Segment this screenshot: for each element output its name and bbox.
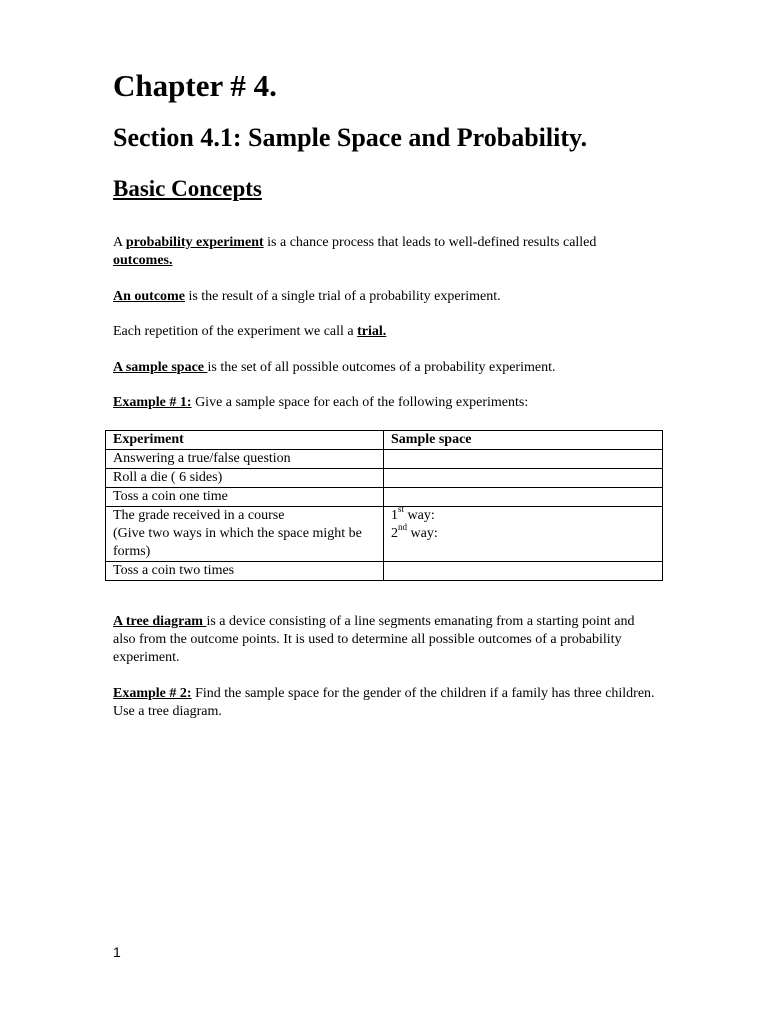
table-row bbox=[106, 469, 663, 488]
experiment-cell: Toss a coin one time bbox=[106, 488, 384, 507]
term-probability-experiment: probability experiment bbox=[125, 235, 264, 250]
grade-row-note: (Give two ways in which the space might be forms) bbox=[113, 526, 362, 559]
example-1-label: Example # 1: bbox=[113, 395, 192, 410]
way-1 bbox=[391, 504, 435, 523]
experiment-cell: Roll a die ( 6 sides) bbox=[106, 469, 384, 488]
way-2 bbox=[391, 522, 438, 541]
example-2-text: Find the sample space for the gender of the children if a family has three children. Use a tree diagram. bbox=[113, 686, 655, 719]
sample-space-cell bbox=[384, 450, 663, 469]
sample-space-cell bbox=[384, 469, 663, 488]
table-row bbox=[106, 507, 663, 562]
definition-text: is the set of all possible outcomes of a probability experiment. bbox=[207, 360, 556, 375]
table-row bbox=[106, 488, 663, 507]
probability-experiment-definition bbox=[113, 234, 658, 270]
table-row bbox=[106, 450, 663, 469]
experiment-cell: Answering a true/false question bbox=[106, 450, 384, 469]
sample-space-cell bbox=[384, 488, 663, 507]
subsection-title: Basic Concepts bbox=[113, 176, 262, 201]
outcome-definition bbox=[113, 288, 658, 306]
way-1-label: way: bbox=[404, 508, 435, 523]
column-header-experiment: Experiment bbox=[106, 431, 384, 450]
grade-row-text: The grade received in a course bbox=[113, 508, 285, 523]
table-header-row bbox=[106, 431, 663, 450]
example-2 bbox=[113, 685, 658, 721]
tree-diagram-definition bbox=[113, 613, 658, 667]
experiment-cell: Toss a coin two times bbox=[106, 562, 384, 581]
way-2-suffix: nd bbox=[398, 522, 407, 533]
sample-space-cell bbox=[384, 504, 663, 562]
column-header-sample-space: Sample space bbox=[384, 431, 663, 450]
experiment-table bbox=[105, 430, 663, 581]
term-sample-space: A sample space bbox=[113, 360, 208, 375]
experiment-cell bbox=[106, 507, 384, 562]
example-2-label: Example # 2: bbox=[113, 686, 192, 701]
definition-prefix: A bbox=[113, 235, 126, 250]
table-row bbox=[106, 562, 663, 581]
sample-space-definition bbox=[113, 359, 658, 377]
term-outcome: An outcome bbox=[113, 289, 185, 304]
way-1-suffix: st bbox=[398, 504, 405, 515]
page-number: 1 bbox=[113, 944, 121, 960]
sample-space-cell bbox=[384, 562, 663, 581]
way-1-number: 1 bbox=[391, 508, 398, 523]
way-2-label: way: bbox=[407, 526, 438, 541]
definition-text: is a chance process that leads to well-defined results called bbox=[263, 235, 597, 250]
definition-text: is the result of a single trial of a probability experiment. bbox=[184, 289, 501, 304]
trial-definition bbox=[113, 323, 658, 341]
definition-text: Each repetition of the experiment we call a bbox=[113, 324, 358, 339]
term-outcomes: outcomes. bbox=[113, 253, 173, 268]
way-2-number: 2 bbox=[391, 526, 398, 541]
chapter-title: Chapter # 4. bbox=[113, 68, 277, 103]
definition-text: is a device consisting of a line segments emanating from a starting point and also from the outcome points. It is used to determine all possible outcomes of a probability experiment. bbox=[113, 614, 635, 665]
term-tree-diagram: A tree diagram bbox=[113, 614, 207, 629]
example-1-text: Give a sample space for each of the following experiments: bbox=[191, 395, 529, 410]
section-title: Section 4.1: Sample Space and Probability. bbox=[113, 123, 588, 152]
term-trial: trial. bbox=[357, 324, 387, 339]
example-1 bbox=[113, 394, 658, 412]
